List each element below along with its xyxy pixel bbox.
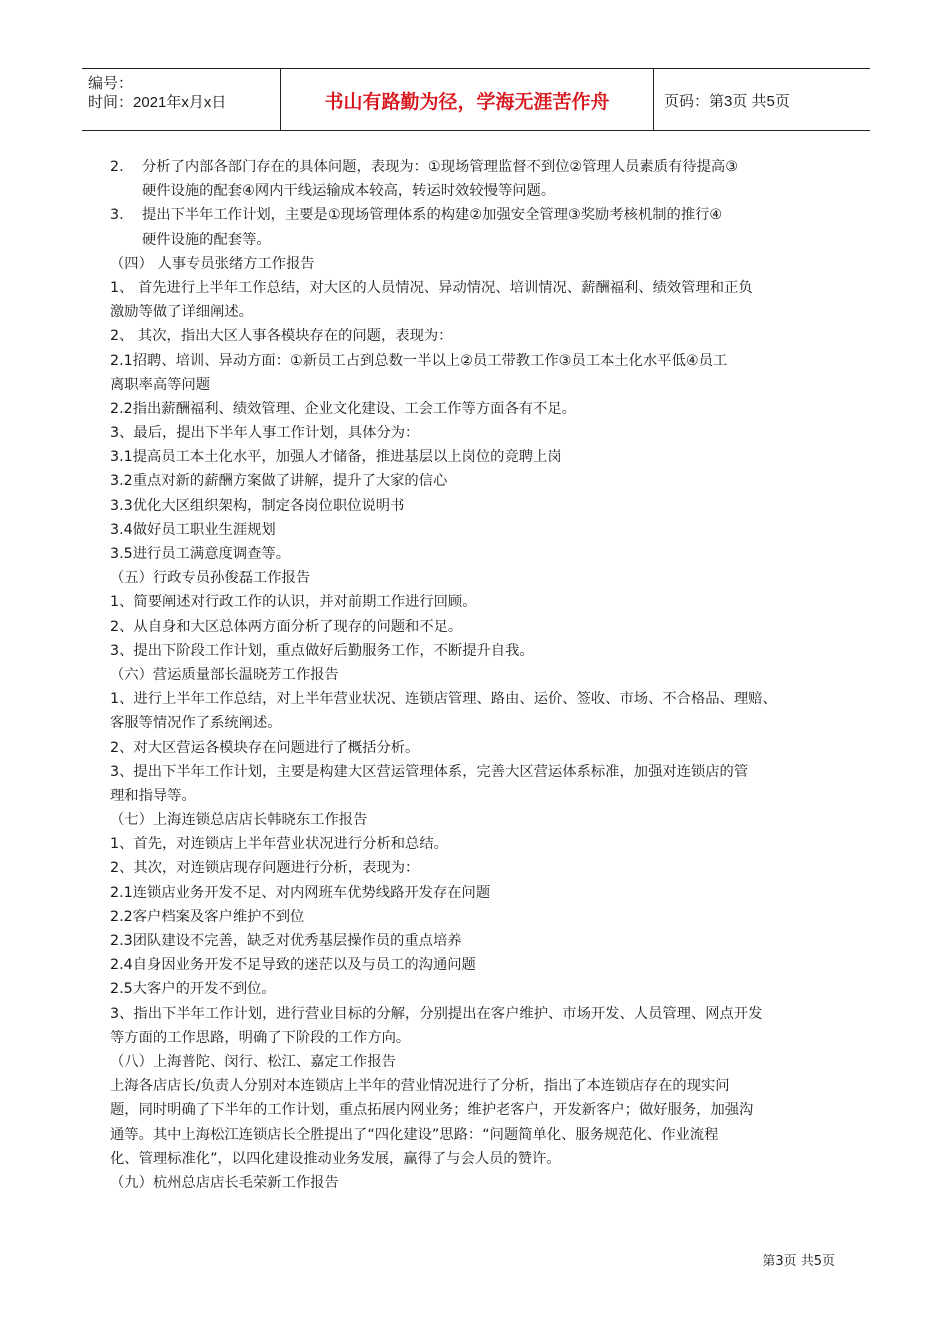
paragraph-line: 3.3优化大区组织架构，制定各岗位职位说明书 [110, 497, 405, 514]
paragraph-line: 2、其次，对连锁店现存问题进行分析，表现为： [110, 860, 420, 877]
document-header [82, 68, 870, 131]
section-heading: （九）杭州总店店长毛荣新工作报告 [110, 1174, 339, 1191]
section-heading: （四） 人事专员张绪方工作报告 [110, 255, 315, 272]
paragraph-line: 3.5进行员工满意度调查等。 [110, 546, 291, 562]
paragraph-line: 分析了内部各部门存在的具体问题，表现为：①现场管理监督不到位②管理人员素质有待提高③ [142, 159, 739, 175]
list-item [110, 203, 840, 227]
section-heading: （五）行政专员孙俊磊工作报告 [110, 570, 311, 587]
paragraph-line: 理和指导等。 [110, 787, 196, 804]
paragraph-line: 硬件设施的配套④网内干线运输成本较高，转运时效较慢等问题。 [142, 183, 556, 200]
paragraph-line: 1、进行上半年工作总结，对上半年营业状况、连锁店管理、路由、运价、签收、市场、不合格品、理赔、 [110, 691, 777, 708]
paragraph-line: 2.5大客户的开发不到位。 [110, 981, 276, 998]
paragraph-line: 题，同时明确了下半年的工作计划，重点拓展内网业务；维护老客户，开发新客户；做好服务，加强沟 [110, 1102, 754, 1119]
paragraph-line: 通等。其中上海松江连锁店长仝胜提出了“四化建设”思路：“问题简单化、服务规范化、作业流程 [110, 1126, 719, 1143]
paragraph-line: 客服等情况作了系统阐述。 [110, 715, 282, 732]
paragraph-line: 1、 首先进行上半年工作总结，对大区的人员情况、异动情况、培训情况、薪酬福利、绩效管理和正负 [110, 279, 753, 296]
paragraph-line: 2.1招聘、培训、异动方面：①新员工占到总数一半以上②员工带教工作③员工本土化水平低④员工 [110, 352, 728, 369]
paragraph-line: 3、提出下半年工作计划，主要是构建大区营运管理体系，完善大区营运体系标准，加强对连锁店的管 [110, 763, 749, 780]
paragraph-line: 上海各店店长/负责人分别对本连锁店上半年的营业情况进行了分析，指出了本连锁店存在的现实问 [110, 1078, 730, 1095]
paragraph-line: 硬件设施的配套等。 [142, 231, 271, 248]
paragraph-line: 2.1连锁店业务开发不足、对内网班车优势线路开发存在问题 [110, 884, 491, 901]
paragraph-line: 提出下半年工作计划，主要是①现场管理体系的构建②加强安全管理③奖励考核机制的推行④ [142, 207, 723, 224]
list-item [110, 155, 840, 179]
section-heading: （八）上海普陀、闵行、松江、嘉定工作报告 [110, 1053, 396, 1070]
paragraph-line: 3.4做好员工职业生涯规划 [110, 521, 276, 538]
paragraph-line: 化、管理标准化”，以四化建设推动业务发展，赢得了与会人员的赞许。 [110, 1150, 561, 1167]
paragraph-line: 3.1提高员工本土化水平，加强人才储备，推进基层以上岗位的竞聘上岗 [110, 449, 562, 466]
number-label: 编号： [88, 75, 134, 92]
paragraph-line: 2、 其次，指出大区人事各模块存在的问题，表现为： [110, 328, 453, 345]
paragraph-line: 2.4自身因业务开发不足导致的迷茫以及与员工的沟通问题 [110, 957, 476, 974]
paragraph-line: 3、指出下半年工作计划，进行营业目标的分解，分别提出在客户维护、市场开发、人员管理、网点开发 [110, 1005, 763, 1022]
header-page-info: 页码：第3页 共5页 [664, 93, 790, 110]
paragraph-line: 2、从自身和大区总体两方面分析了现存的问题和不足。 [110, 618, 463, 635]
item-number: 3. [110, 207, 124, 224]
paragraph-line: 3.2重点对新的薪酬方案做了讲解，提升了大家的信心 [110, 473, 448, 490]
paragraph-line: 2.2客户档案及客户维护不到位 [110, 908, 305, 925]
section-heading: （七）上海连锁总店店长韩晓东工作报告 [110, 812, 368, 829]
paragraph-line: 2.3团队建设不完善，缺乏对优秀基层操作员的重点培养 [110, 933, 462, 949]
paragraph-line: 激励等做了详细阐述。 [110, 304, 253, 321]
paragraph-line: 离职率高等问题 [110, 376, 211, 393]
section-heading: （六）营运质量部长温晓芳工作报告 [110, 666, 339, 683]
header-motto: 书山有路勤为径，学海无涯苦作舟 [281, 69, 654, 130]
item-number: 2. [110, 159, 124, 175]
paragraph-line: 3、提出下阶段工作计划，重点做好后勤服务工作，不断提升自我。 [110, 642, 534, 659]
page-footer: 第3页 共5页 [762, 1254, 835, 1269]
document-body [110, 155, 840, 1195]
paragraph-line: 等方面的工作思路，明确了下阶段的工作方向。 [110, 1029, 411, 1046]
paragraph-line: 1、首先，对连锁店上半年营业状况进行分析和总结。 [110, 836, 448, 853]
paragraph-line: 2、对大区营运各模块存在问题进行了概括分析。 [110, 739, 420, 756]
header-meta [82, 69, 281, 130]
paragraph-line: 1、简要阐述对行政工作的认识，并对前期工作进行回顾。 [110, 594, 477, 611]
time-label: 时间：2021年x月x日 [88, 94, 227, 111]
paragraph-line: 2.2指出薪酬福利、绩效管理、企业文化建设、工会工作等方面各有不足。 [110, 400, 576, 417]
paragraph-line: 3、最后，提出下半年人事工作计划，具体分为： [110, 425, 420, 442]
